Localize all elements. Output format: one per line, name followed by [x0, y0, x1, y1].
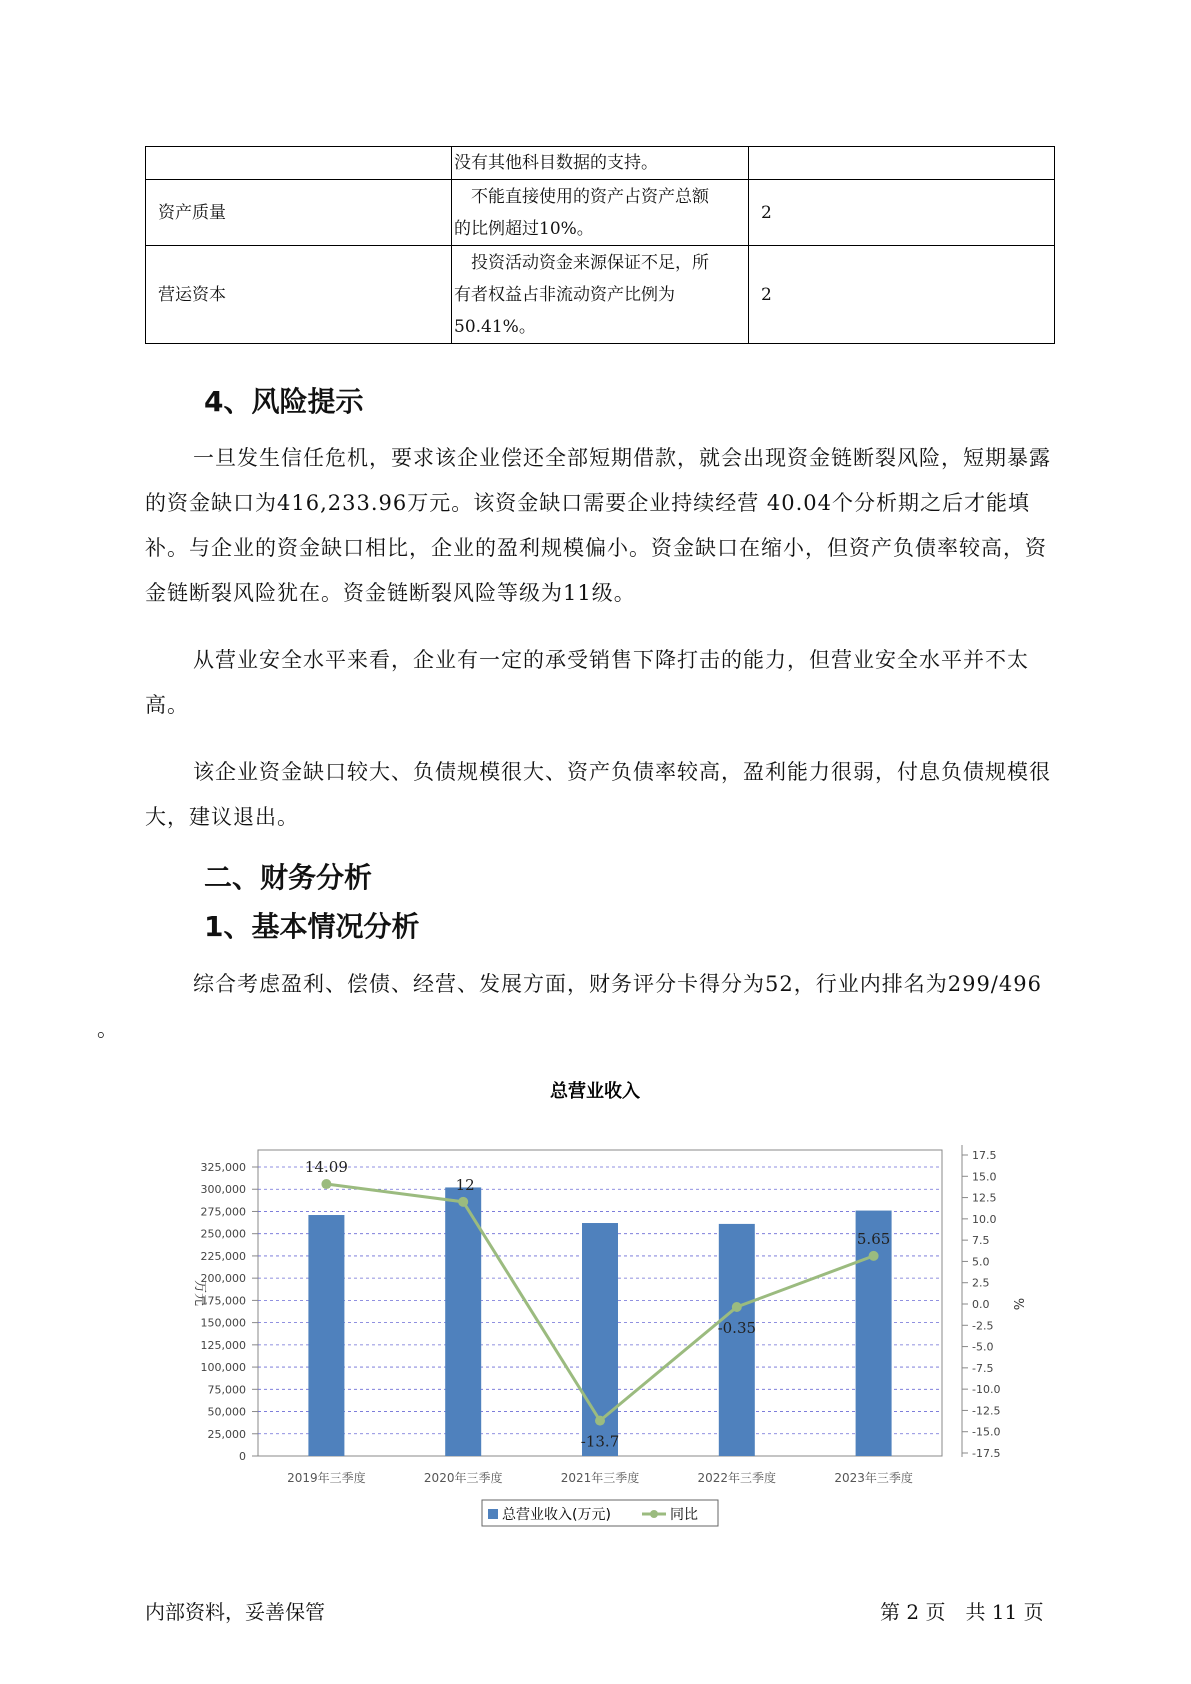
yoy-point: [595, 1416, 605, 1426]
y2-tick-label: -5.0: [972, 1340, 994, 1354]
yoy-data-label: 14.09: [304, 1158, 348, 1177]
y2-tick-label: 17.5: [972, 1149, 997, 1162]
yoy-point: [321, 1179, 331, 1189]
y-tick-label: 325,000: [200, 1161, 246, 1174]
y-tick-label: 25,000: [207, 1427, 246, 1441]
table-cell-item: 营运资本: [146, 246, 452, 344]
y2-tick-label: 5.0: [972, 1255, 990, 1269]
paragraph: 从营业安全水平来看，企业有一定的承受销售下降打击的能力，但营业安全水平并不太高。: [145, 648, 1029, 717]
y2-tick-label: -7.5: [972, 1361, 994, 1375]
y2-tick-label: 10.0: [972, 1212, 997, 1226]
table-cell-score: 2: [749, 246, 1055, 344]
y-tick-label: 0: [239, 1450, 246, 1463]
y2-tick-label: 12.5: [972, 1191, 997, 1205]
chart-title: 总营业收入: [550, 1081, 640, 1102]
section-heading: 二、财务分析: [204, 861, 373, 894]
y2-tick-label: -10.0: [972, 1383, 1001, 1397]
yoy-point: [869, 1251, 879, 1261]
subsection-heading: 1、基本情况分析: [204, 910, 420, 943]
yoy-data-label: -0.35: [717, 1318, 757, 1337]
y-tick-label: 150,000: [200, 1316, 246, 1330]
paragraph: [97, 962, 1085, 1052]
y-tick-label: 250,000: [200, 1227, 246, 1241]
x-tick-label: 2020年三季度: [423, 1471, 503, 1485]
x-tick-label: 2021年三季度: [560, 1471, 640, 1485]
table-cell-desc: 没有其他科目数据的支持。: [452, 147, 749, 180]
y2-axis-label: %: [1010, 1297, 1025, 1311]
yoy-data-label: -13.7: [580, 1432, 620, 1451]
y2-tick-label: 15.0: [972, 1170, 997, 1184]
desc-line: 有者权益占非流动资产比例为: [454, 284, 675, 305]
legend-label-yoy: 同比: [670, 1507, 698, 1523]
y-tick-label: 50,000: [207, 1405, 246, 1419]
revenue-bar: [308, 1215, 344, 1456]
y-axis-label: 万元: [192, 1279, 207, 1307]
table-cell-item: [146, 147, 452, 180]
table-cell-desc: [452, 180, 749, 246]
table-cell-score: 2: [749, 180, 1055, 246]
yoy-point: [732, 1302, 742, 1312]
yoy-data-label: 5.65: [856, 1229, 891, 1248]
y-tick-label: 275,000: [200, 1205, 246, 1219]
y2-tick-label: -15.0: [972, 1425, 1001, 1439]
y2-tick-label: -17.5: [972, 1447, 1001, 1460]
page-number: 第 2 页 共 11 页: [880, 1600, 1044, 1624]
legend-label-revenue: 总营业收入(万元): [502, 1507, 611, 1523]
desc-line: 不能直接使用的资产占资产总额: [454, 186, 709, 207]
section-heading: 4、风险提示: [204, 385, 364, 418]
paragraph-text: 综合考虑盈利、偿债、经营、发展方面，财务评分卡得分为52，行业内排名为299/496: [193, 972, 1042, 996]
paragraph: 该企业资金缺口较大、负债规模很大、资产负债率较高，盈利能力很弱，付息负债规模很大，建议退出。: [145, 760, 1051, 829]
y-tick-label: 125,000: [200, 1338, 246, 1352]
y2-tick-label: 7.5: [972, 1234, 990, 1248]
y-tick-label: 300,000: [200, 1183, 246, 1197]
desc-line: 的比例超过10%。: [454, 218, 594, 239]
revenue-bar: [445, 1187, 481, 1456]
y-tick-label: 225,000: [200, 1249, 246, 1263]
table-cell-item: 资产质量: [146, 180, 452, 246]
y2-tick-label: 2.5: [972, 1276, 990, 1290]
y2-tick-label: 0.0: [972, 1298, 990, 1311]
table-cell-score: [749, 147, 1055, 180]
desc-line: 投资活动资金来源保证不足，所: [454, 252, 709, 273]
footer-note: 内部资料，妥善保管: [145, 1600, 325, 1624]
chart-legend: [482, 1500, 718, 1526]
x-tick-label: 2023年三季度: [834, 1471, 913, 1485]
legend-bar-swatch: [488, 1509, 498, 1519]
risk-table: [145, 146, 1055, 344]
paragraph-tail: 。: [97, 1017, 119, 1041]
yoy-point: [458, 1197, 468, 1207]
paragraph: 一旦发生信任危机，要求该企业偿还全部短期借款，就会出现资金链断裂风险，短期暴露的资金缺口为416,233.96万元。该资金缺口需要企业持续经营 40.04个分析期之后才能填补。与企业的资金缺口相比，企业的盈利规模偏小。资金缺口在缩小，但资产负债率较高，资金链断裂风险犹在。资金链断裂风险等级为11级。: [145, 446, 1051, 605]
y-tick-label: 75,000: [207, 1383, 246, 1397]
table-row: [146, 147, 1055, 180]
legend-line-marker: [650, 1510, 658, 1518]
revenue-chart: [180, 1075, 1025, 1535]
x-tick-label: 2022年三季度: [697, 1471, 777, 1485]
table-cell-desc: [452, 246, 749, 344]
y2-tick-label: -12.5: [972, 1404, 1001, 1418]
y-tick-label: 100,000: [200, 1361, 246, 1375]
x-tick-label: 2019年三季度: [287, 1471, 366, 1485]
yoy-data-label: 12: [455, 1175, 475, 1194]
table-row: [146, 246, 1055, 344]
y-tick-label: 175,000: [200, 1294, 246, 1308]
revenue-bar: [719, 1224, 755, 1456]
table-row: [146, 180, 1055, 246]
y-tick-label: 200,000: [200, 1272, 246, 1286]
desc-line: 50.41%。: [454, 316, 536, 337]
y2-tick-label: -2.5: [972, 1319, 994, 1333]
